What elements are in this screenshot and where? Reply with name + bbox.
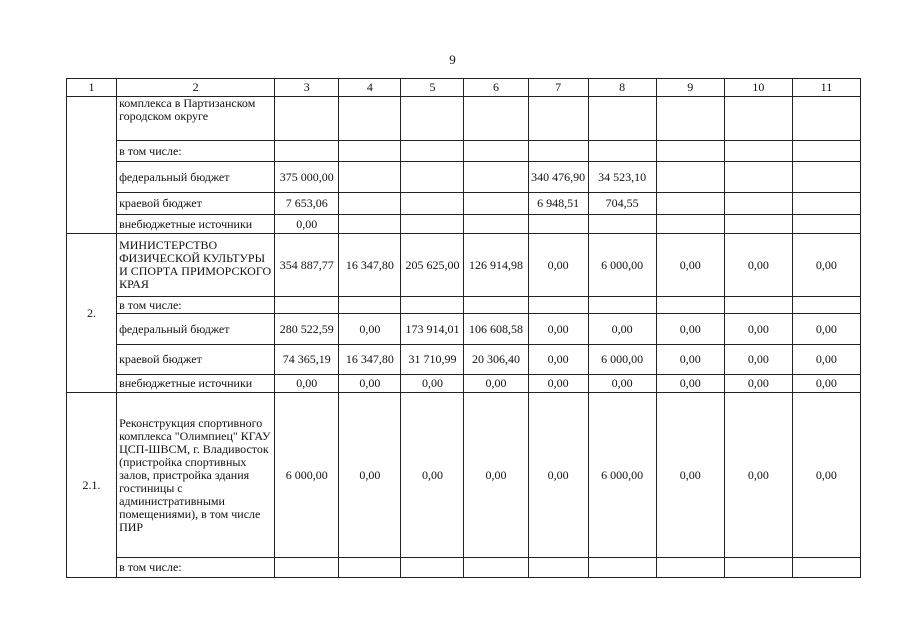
- value-cell: 31 710,99: [401, 345, 464, 375]
- header-cell: 1: [67, 79, 117, 97]
- value-cell: 0,00: [792, 393, 860, 558]
- table-row: [67, 141, 861, 162]
- value-cell: 0,00: [588, 314, 656, 345]
- header-cell: 9: [656, 79, 724, 97]
- value-cell: 0,00: [656, 375, 724, 393]
- value-cell: 0,00: [792, 234, 860, 297]
- table-row: [67, 297, 861, 314]
- value-cell: 0,00: [528, 393, 588, 558]
- row-label: комплекса в Партизанском городском округе: [117, 97, 275, 141]
- value-cell: 0,00: [656, 393, 724, 558]
- value-cell: 0,00: [792, 345, 860, 375]
- table-row: [67, 558, 861, 578]
- value-cell: 173 914,01: [401, 314, 464, 345]
- value-cell: 0,00: [792, 375, 860, 393]
- value-cell: 0,00: [464, 393, 528, 558]
- value-cell: 0,00: [339, 393, 401, 558]
- header-cell: 8: [588, 79, 656, 97]
- value-cell: 704,55: [588, 193, 656, 215]
- value-cell: 354 887,77: [275, 234, 339, 297]
- header-cell: 7: [528, 79, 588, 97]
- table-row: [67, 162, 861, 193]
- value-cell: 280 522,59: [275, 314, 339, 345]
- header-cell: 11: [792, 79, 860, 97]
- value-cell: 6 000,00: [588, 393, 656, 558]
- row-label: федеральный бюджет: [117, 162, 275, 193]
- table-row: [67, 215, 861, 234]
- value-cell: 0,00: [528, 375, 588, 393]
- row-label: Реконструкция спортивного комплекса "Олимпиец" КГАУ ЦСП-ШВСМ, г. Владивосток (пристройка спортивных залов, пристройка здания гостиницы с административными помещениями), в том числе ПИР: [117, 393, 275, 558]
- value-cell: 16 347,80: [339, 345, 401, 375]
- row-label: в том числе:: [117, 558, 275, 578]
- value-cell: 0,00: [724, 314, 792, 345]
- value-cell: 6 000,00: [588, 234, 656, 297]
- value-cell: 205 625,00: [401, 234, 464, 297]
- value-cell: 0,00: [401, 375, 464, 393]
- value-cell: 375 000,00: [275, 162, 339, 193]
- row-label: в том числе:: [117, 141, 275, 162]
- value-cell: 6 000,00: [588, 345, 656, 375]
- header-cell: 6: [464, 79, 528, 97]
- value-cell: 0,00: [724, 234, 792, 297]
- row-label: внебюджетные источники: [117, 215, 275, 234]
- value-cell: 0,00: [275, 215, 339, 234]
- value-cell: 6 948,51: [528, 193, 588, 215]
- table-row: [67, 314, 861, 345]
- value-cell: 0,00: [528, 234, 588, 297]
- row-label: федеральный бюджет: [117, 314, 275, 345]
- header-cell: 3: [275, 79, 339, 97]
- value-cell: 0,00: [401, 393, 464, 558]
- value-cell: 0,00: [464, 375, 528, 393]
- value-cell: 0,00: [724, 375, 792, 393]
- value-cell: 34 523,10: [588, 162, 656, 193]
- value-cell: 0,00: [339, 314, 401, 345]
- budget-table: [66, 78, 861, 578]
- row-label: МИНИСТЕРСТВО ФИЗИЧЕСКОЙ КУЛЬТУРЫ И СПОРТА ПРИМОРСКОГО КРАЯ: [117, 234, 275, 297]
- row-number-cell: 2.1.: [67, 393, 117, 578]
- value-cell: 7 653,06: [275, 193, 339, 215]
- header-cell: 5: [401, 79, 464, 97]
- value-cell: 0,00: [656, 234, 724, 297]
- row-label: краевой бюджет: [117, 345, 275, 375]
- value-cell: 0,00: [528, 314, 588, 345]
- table-header-row: [67, 79, 861, 97]
- row-label: внебюджетные источники: [117, 375, 275, 393]
- header-cell: 10: [724, 79, 792, 97]
- value-cell: 0,00: [724, 393, 792, 558]
- row-label: краевой бюджет: [117, 193, 275, 215]
- row-number-cell: 2.: [67, 234, 117, 393]
- value-cell: 0,00: [724, 345, 792, 375]
- value-cell: 74 365,19: [275, 345, 339, 375]
- value-cell: 106 608,58: [464, 314, 528, 345]
- value-cell: 0,00: [656, 345, 724, 375]
- table-row: [67, 234, 861, 297]
- table-row: [67, 97, 861, 141]
- value-cell: 20 306,40: [464, 345, 528, 375]
- value-cell: 126 914,98: [464, 234, 528, 297]
- table-row: [67, 393, 861, 558]
- header-cell: 2: [117, 79, 275, 97]
- value-cell: 0,00: [792, 314, 860, 345]
- value-cell: 0,00: [588, 375, 656, 393]
- value-cell: 0,00: [339, 375, 401, 393]
- table-row: [67, 345, 861, 375]
- value-cell: 0,00: [275, 375, 339, 393]
- value-cell: 0,00: [528, 345, 588, 375]
- header-cell: 4: [339, 79, 401, 97]
- row-number-cell: [67, 97, 117, 234]
- table-row: [67, 375, 861, 393]
- value-cell: 340 476,90: [528, 162, 588, 193]
- value-cell: 16 347,80: [339, 234, 401, 297]
- value-cell: 0,00: [656, 314, 724, 345]
- value-cell: 6 000,00: [275, 393, 339, 558]
- page-number: 9: [449, 52, 456, 67]
- table-row: [67, 193, 861, 215]
- row-label: в том числе:: [117, 297, 275, 314]
